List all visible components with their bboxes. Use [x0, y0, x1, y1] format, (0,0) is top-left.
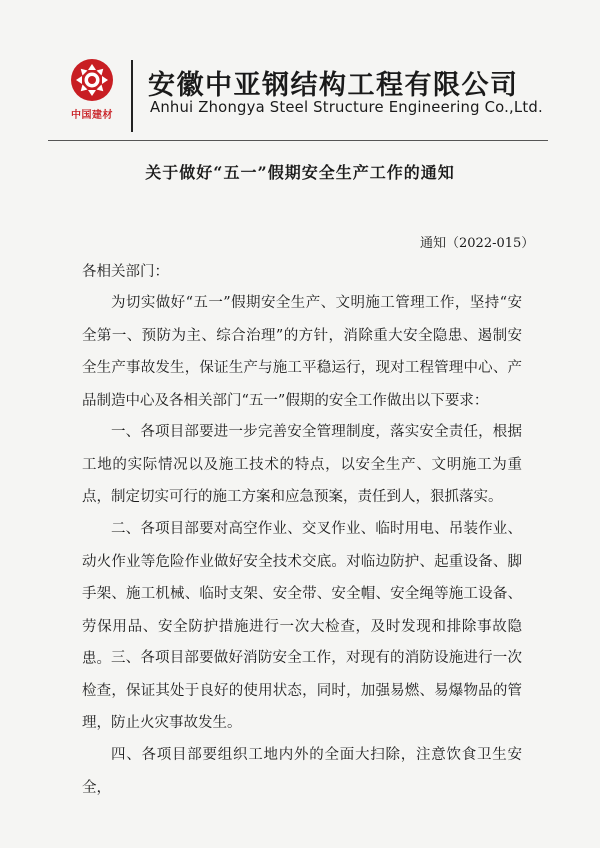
- letterhead-rule: [48, 140, 548, 141]
- paragraph-item-2: 二、各项目部要对高空作业、交叉作业、临时用电、吊装作业、动火作业等危险作业做好安全技术交底。对临边防护、起重设备、脚手架、施工机械、临时支架、安全带、安全帽、安全绳等施工设备、劳保用品、安全防护措施进行一次大检查，及时发现和排除事故隐患。: [82, 521, 522, 667]
- letterhead: [0, 0, 600, 140]
- document-title: 关于做好“五一”假期安全生产工作的通知: [145, 163, 455, 182]
- paragraph-item-3: 三、各项目部要做好消防安全工作，对现有的消防设施进行一次检查，保证其处于良好的使用状态，同时，加强易燃、易爆物品的管理，防止火灾事故发生。: [82, 650, 522, 731]
- company-name-cn: 安徽中亚钢结构工程有限公司: [148, 70, 519, 101]
- company-logo: [62, 58, 122, 128]
- salutation: 各相关部门：: [82, 264, 169, 280]
- company-name-en: Anhui Zhongya Steel Structure Engineering Co.,Ltd.: [150, 99, 543, 116]
- paragraph-item-4: 四、各项目部要组织工地内外的全面大扫除，注意饮食卫生安全，: [82, 747, 522, 796]
- paragraph-item-1: 一、各项目部要进一步完善安全管理制度，落实安全责任，根据工地的实际情况以及施工技术的特点，以安全生产、文明施工为重点，制定切实可行的施工方案和应急预案，责任到人，狠抓落实。: [82, 424, 522, 505]
- document-number: 通知（2022-015）: [420, 236, 535, 251]
- letterhead-divider: [131, 60, 133, 132]
- paragraph-intro: 为切实做好“五一”假期安全生产、文明施工管理工作，坚持“安全第一、预防为主、综合治理”的方针，消除重大安全隐患、遏制安全生产事故发生，保证生产与施工平稳运行，现对工程管理中心、产品制造中心及各相关部门“五一”假期的安全工作做出以下要求：: [82, 295, 522, 409]
- logo-text: 中国建材: [71, 110, 113, 121]
- cnbm-logo-icon: [70, 58, 114, 102]
